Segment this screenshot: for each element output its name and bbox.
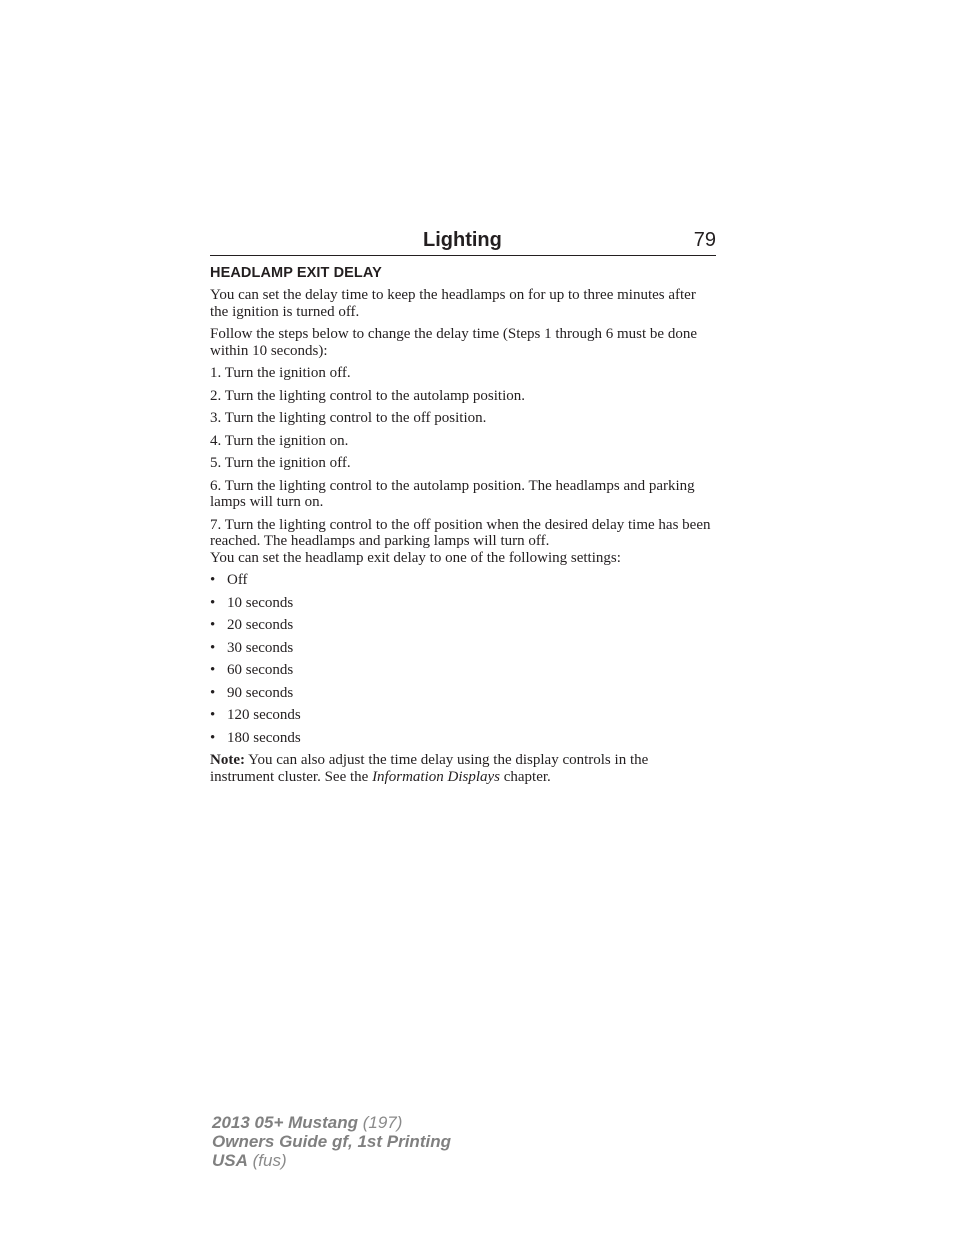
list-item: [210, 662, 716, 679]
step-7: 7. Turn the lighting control to the off position when the desired delay time has been reached. The headlamps and parking lamps will turn off.: [210, 516, 711, 549]
note-text: You can also adjust the time delay using the display controls in the instrument cluster. See the: [210, 752, 649, 785]
step-3: 3. Turn the lighting control to the off position.: [210, 410, 487, 426]
list-item: [210, 640, 716, 657]
footer-model: 2013 05+ Mustang: [212, 1113, 358, 1132]
setting-label: 10 seconds: [227, 594, 294, 611]
section-heading: HEADLAMP EXIT DELAY: [210, 265, 382, 281]
bullet-icon: •: [210, 729, 216, 746]
bullet-icon: •: [210, 572, 216, 588]
settings-intro-paragraph: You can set the headlamp exit delay to one of the following settings:: [210, 549, 621, 566]
footer-line-1: [212, 1113, 451, 1132]
bullet-icon: •: [210, 594, 216, 611]
list-item: [210, 572, 716, 589]
setting-label: 90 seconds: [227, 684, 294, 701]
setting-label: Off: [227, 572, 248, 588]
footer-line-2: [212, 1132, 451, 1151]
setting-label: 30 seconds: [227, 639, 294, 656]
page-number: 79: [693, 229, 716, 251]
step-4: 4. Turn the ignition on.: [210, 432, 349, 449]
footer-market: USA: [212, 1151, 248, 1170]
bullet-icon: •: [210, 662, 216, 678]
page-header: [210, 229, 716, 256]
section-body: [210, 287, 716, 785]
manual-page: [210, 229, 716, 791]
step-5: 5. Turn the ignition off.: [210, 455, 351, 471]
list-item: [210, 730, 716, 747]
chapter-title: Lighting: [423, 229, 502, 251]
note-paragraph: [210, 752, 716, 785]
list-item: [210, 595, 716, 612]
setting-label: 120 seconds: [227, 707, 301, 723]
step-1: 1. Turn the ignition off.: [210, 365, 351, 381]
bullet-icon: •: [210, 707, 216, 723]
step-2: 2. Turn the lighting control to the autolamp position.: [210, 387, 525, 404]
list-item: [210, 707, 716, 724]
bullet-icon: •: [210, 684, 216, 701]
footer-market-code: (fus): [247, 1151, 287, 1170]
note-label: Note:: [210, 752, 245, 768]
print-footer: [212, 1113, 451, 1170]
bullet-icon: •: [210, 639, 216, 656]
footer-model-code: (197): [358, 1113, 403, 1132]
footer-line-3: [212, 1151, 451, 1170]
list-item: [210, 685, 716, 702]
setting-label: 180 seconds: [227, 729, 301, 746]
settings-list: [210, 572, 716, 746]
footer-printing: Owners Guide gf, 1st Printing: [212, 1132, 451, 1151]
chapter-reference: Information Displays: [372, 768, 500, 785]
setting-label: 60 seconds: [227, 662, 294, 678]
setting-label: 20 seconds: [227, 617, 294, 633]
step-6: 6. Turn the lighting control to the autolamp position. The headlamps and parking lamps will turn on.: [210, 477, 695, 510]
note-text-end: chapter.: [499, 768, 551, 785]
bullet-icon: •: [210, 617, 216, 633]
steps-intro-paragraph: Follow the steps below to change the delay time (Steps 1 through 6 must be done within 10 seconds):: [210, 326, 698, 359]
intro-paragraph: You can set the delay time to keep the headlamps on for up to three minutes after the ignition is turned off.: [210, 287, 696, 320]
list-item: [210, 617, 716, 634]
